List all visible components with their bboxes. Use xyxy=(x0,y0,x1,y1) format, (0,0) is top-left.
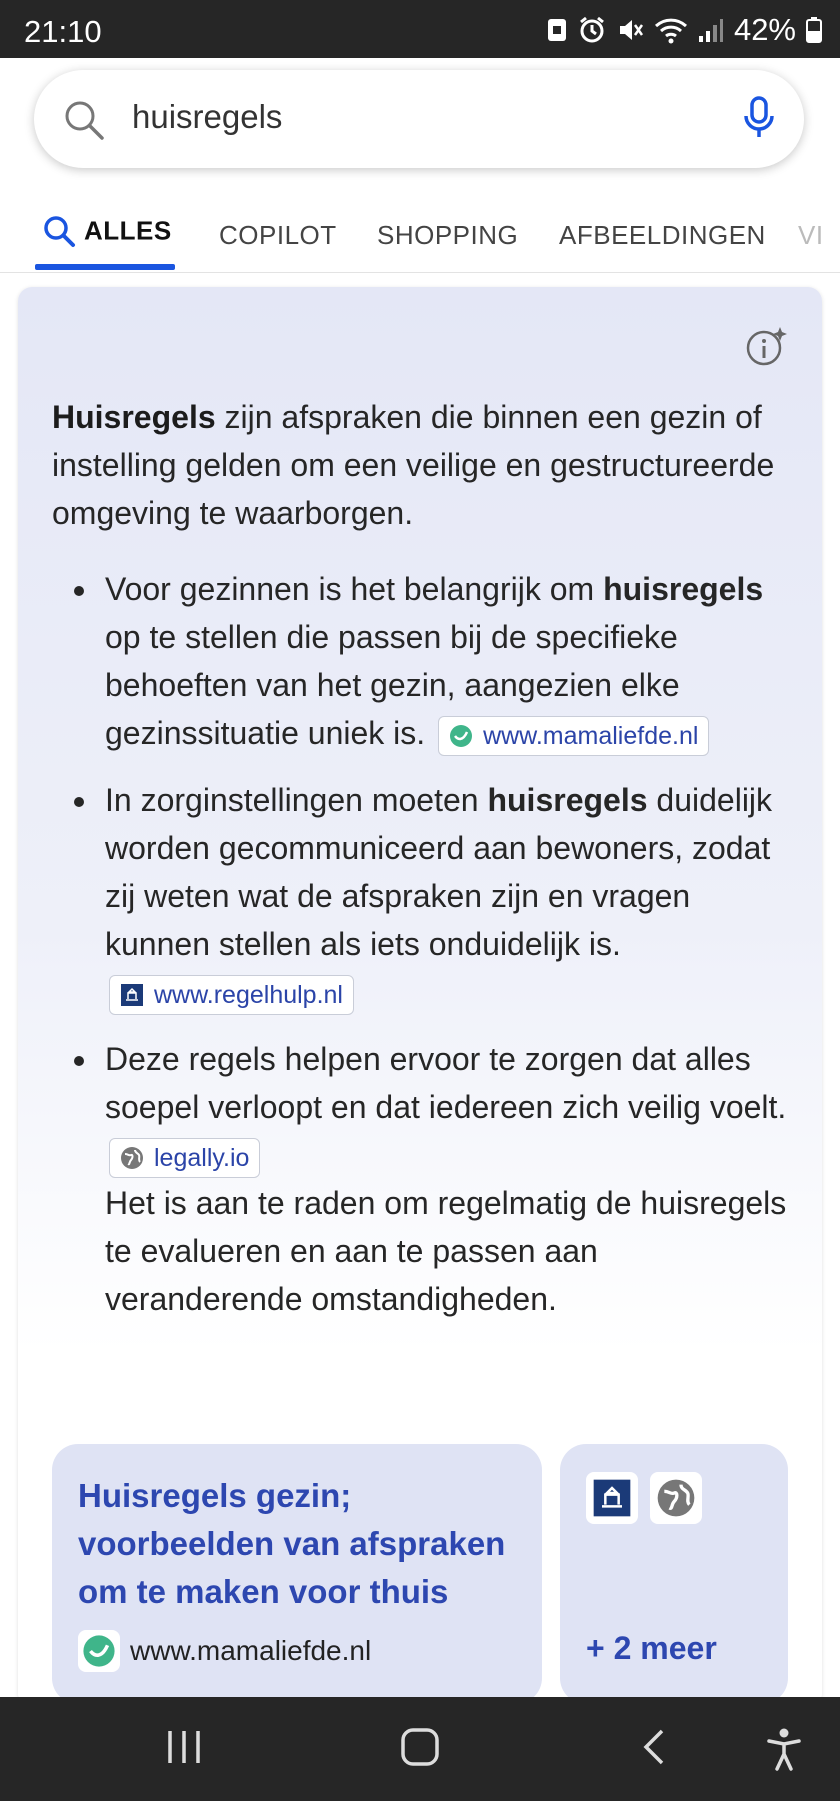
status-icons xyxy=(546,12,822,48)
more-sources-icons xyxy=(586,1472,702,1524)
mamaliefde-favicon-icon xyxy=(449,724,473,748)
answer-intro xyxy=(52,393,792,537)
home-icon[interactable] xyxy=(400,1727,440,1767)
list-item xyxy=(52,776,792,1016)
mamaliefde-favicon-icon xyxy=(78,1630,120,1672)
mute-icon xyxy=(616,16,644,44)
government-crest-icon xyxy=(586,1472,638,1524)
tab-shopping[interactable] xyxy=(377,214,518,251)
back-icon[interactable] xyxy=(640,1727,668,1767)
search-input[interactable]: huisregels xyxy=(132,98,283,135)
more-sources-label[interactable]: + 2 meer xyxy=(586,1630,717,1666)
bullet-followup-text: Het is aan te raden om regelmatig de huisregels te evalueren en aan te passen aan veranderende omstandigheden. xyxy=(105,1185,787,1317)
bullet-text: duidelijk worden gecommuniceerd aan bewoners, zodat zij weten wat de afspraken zijn en vragen kunnen stellen als iets onduidelijk is. xyxy=(105,782,773,962)
bullet-text: Voor gezinnen is het belangrijk om xyxy=(105,571,604,607)
wifi-icon xyxy=(654,16,688,44)
tab-copilot[interactable] xyxy=(219,214,337,251)
bullet-text: In zorginstellingen moeten xyxy=(105,782,488,818)
search-tabs xyxy=(0,200,840,273)
copilot-answer-card xyxy=(18,287,822,1707)
source-chip-label: legally.io xyxy=(154,1143,250,1172)
tab-label: SHOPPING xyxy=(377,220,519,250)
result-card-mamaliefde[interactable] xyxy=(52,1444,542,1704)
result-card-title[interactable]: Huisregels gezin; voorbeelden van afspraken om te maken voor thuis xyxy=(78,1477,506,1610)
government-crest-icon xyxy=(120,983,144,1007)
answer-intro-bold: Huisregels xyxy=(52,399,216,435)
list-item xyxy=(52,565,792,757)
battery-percentage: 42% xyxy=(733,12,796,47)
ai-info-icon[interactable] xyxy=(746,325,788,367)
alarm-icon xyxy=(578,16,606,44)
tab-alles[interactable] xyxy=(42,214,172,248)
search-bar[interactable] xyxy=(34,70,804,168)
tab-label: AFBEELDINGEN xyxy=(559,220,766,250)
signal-icon xyxy=(698,16,724,44)
recent-apps-icon[interactable] xyxy=(166,1727,202,1767)
answer-bullets xyxy=(52,565,792,1342)
source-chip-label: www.mamaliefde.nl xyxy=(483,721,699,750)
bullet-bold: huisregels xyxy=(603,571,764,607)
list-item xyxy=(52,1035,792,1323)
result-card-source xyxy=(78,1630,371,1672)
source-chip-legally[interactable] xyxy=(109,1138,260,1178)
screenshot-icon xyxy=(546,17,568,43)
bullet-text: Deze regels helpen ervoor te zorgen dat alles soepel verloopt en dat iedereen zich veilig voelt. xyxy=(105,1041,787,1125)
microphone-icon[interactable] xyxy=(744,96,774,140)
tab-label: COPILOT xyxy=(219,220,337,250)
bullet-text: op te stellen die passen bij de specifieke behoeften van het gezin, aangezien elke gezinssituatie uniek is. xyxy=(105,619,680,751)
tab-label: ALLES xyxy=(84,215,172,246)
status-bar xyxy=(0,0,840,58)
tab-afbeeldingen[interactable] xyxy=(559,214,766,251)
tab-label: VI xyxy=(798,220,824,250)
result-card-source-label: www.mamaliefde.nl xyxy=(130,1635,372,1666)
active-tab-indicator xyxy=(35,264,175,270)
source-chip-mamaliefde[interactable] xyxy=(438,716,709,756)
more-sources-card[interactable] xyxy=(560,1444,788,1704)
answer-intro-text: zijn afspraken die binnen een gezin of instelling gelden om een veilige en gestructureerde omgeving te waarborgen. xyxy=(52,399,775,531)
search-icon xyxy=(42,214,76,248)
system-navigation-bar xyxy=(0,1697,840,1801)
globe-icon xyxy=(650,1472,702,1524)
globe-icon xyxy=(120,1146,144,1170)
accessibility-icon[interactable] xyxy=(766,1727,802,1771)
search-icon xyxy=(62,98,106,142)
tab-videos[interactable] xyxy=(798,214,824,251)
bullet-bold: huisregels xyxy=(487,782,648,818)
battery-icon xyxy=(806,16,822,44)
source-chip-regelhulp[interactable] xyxy=(109,975,354,1015)
status-time: 21:10 xyxy=(24,14,102,49)
source-chip-label: www.regelhulp.nl xyxy=(154,980,343,1009)
